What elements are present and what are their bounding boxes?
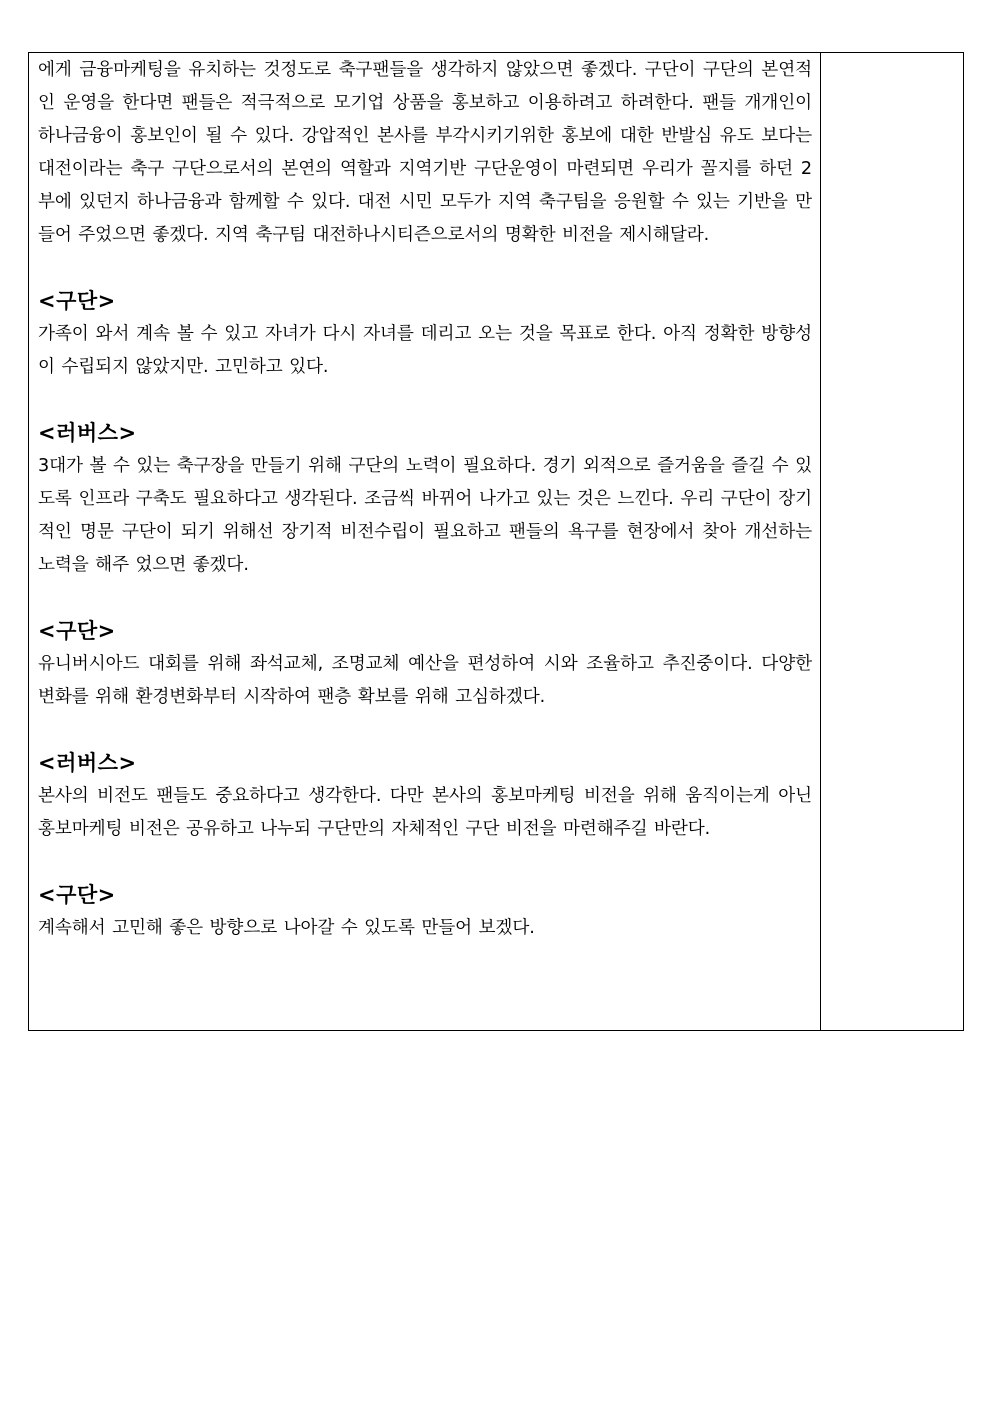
minutes-table — [28, 52, 964, 1031]
section-lovers-1 — [38, 417, 812, 582]
speaker-heading: <러버스> — [38, 751, 137, 775]
section-club-2 — [38, 615, 812, 714]
speaker-heading: <구단> — [38, 289, 116, 313]
section-lovers-2 — [38, 747, 812, 846]
section-club-3 — [38, 879, 812, 945]
section-club-1 — [38, 285, 812, 384]
speaker-heading: <구단> — [38, 619, 116, 643]
speaker-heading: <구단> — [38, 883, 116, 907]
speech-paragraph: 본사의 비전도 팬들도 중요하다고 생각한다. 다만 본사의 홍보마케팅 비전을 위해 움직이는게 아닌 홍보마케팅 비전은 공유하고 나누되 구단만의 자체적인 구단 비전을 마련해주길 바란다. — [38, 786, 812, 839]
speech-paragraph: 계속해서 고민해 좋은 방향으로 나아갈 수 있도록 만들어 보겠다. — [38, 918, 535, 938]
speech-paragraph: 가족이 와서 계속 볼 수 있고 자녀가 다시 자녀를 데리고 오는 것을 목표로 한다. 아직 정확한 방향성이 수립되지 않았지만. 고민하고 있다. — [38, 324, 812, 377]
speech-paragraph: 3대가 볼 수 있는 축구장을 만들기 위해 구단의 노력이 필요하다. 경기 외적으로 즐거움을 즐길 수 있도록 인프라 구축도 필요하다고 생각된다. 조금씩 바뀌어 나가고 있는 것은 느낀다. 우리 구단이 장기적인 명문 구단이 되기 위해선 장기적 비전수립이 필요하고 팬들의 욕구를 현장에서 찾아 개선하는 노력을 해주 었으면 좋겠다. — [38, 456, 812, 575]
content-cell — [29, 53, 821, 1030]
notes-cell — [822, 53, 963, 1030]
speech-paragraph: 유니버시아드 대회를 위해 좌석교체, 조명교체 예산을 편성하여 시와 조율하고 추진중이다. 다양한 변화를 위해 환경변화부터 시작하여 팬층 확보를 위해 고심하겠다. — [38, 654, 812, 707]
intro-paragraph: 에게 금융마케팅을 유치하는 것정도로 축구팬들을 생각하지 않았으면 좋겠다. 구단이 구단의 본연적인 운영을 한다면 팬들은 적극적으로 모기업 상품을 홍보하고 이용하려고 하려한다. 팬들 개개인이 하나금융이 홍보인이 될 수 있다. 강압적인 본사를 부각시키기위한 홍보에 대한 반발심 유도 보다는 대전이라는 축구 구단으로서의 본연의 역할과 지역기반 구단운영이 마련되면 우리가 꼴지를 하던 2부에 있던지 하나금융과 함께할 수 있다. 대전 시민 모두가 지역 축구팀을 응원할 수 있는 기반을 만들어 주었으면 좋겠다. 지역 축구팀 대전하나시티즌으로서의 명확한 비전을 제시해달라. — [38, 60, 812, 245]
speaker-heading: <러버스> — [38, 421, 137, 445]
